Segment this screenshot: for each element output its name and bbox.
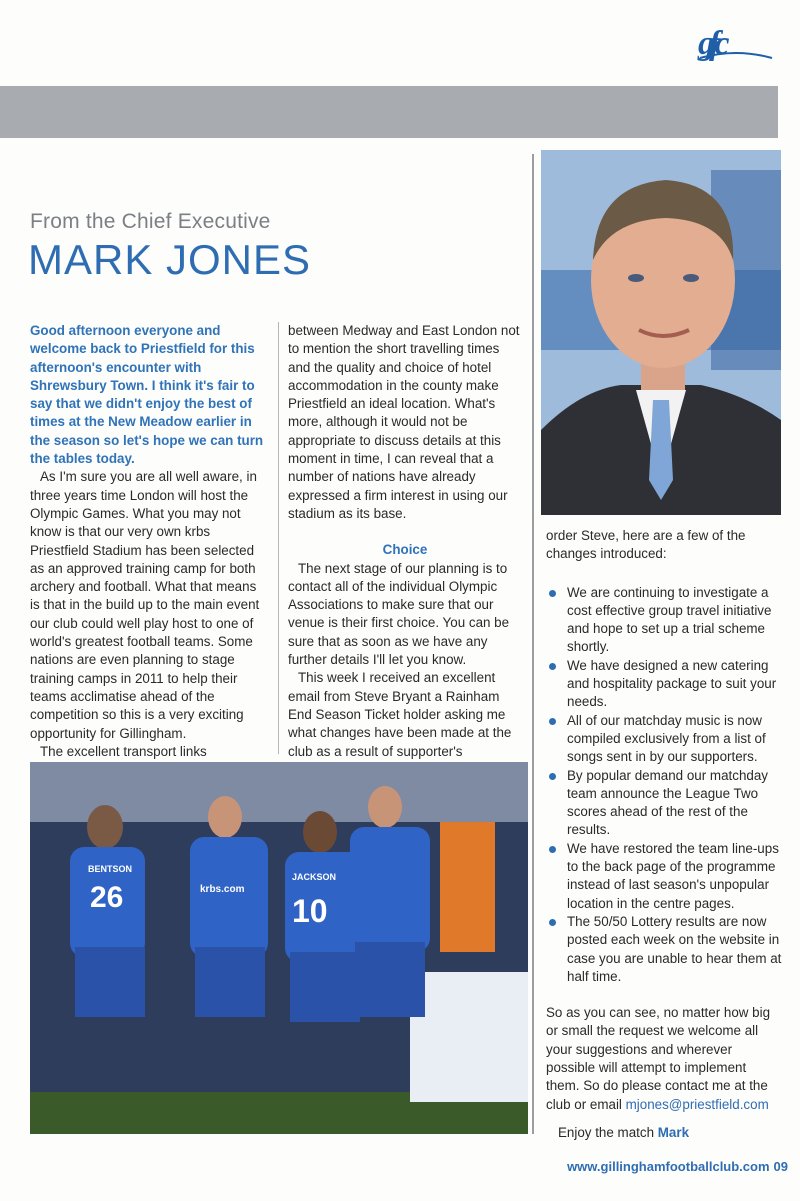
list-item: We have designed a new catering and hospitality package to suit your needs. [546, 657, 782, 712]
list-item: By popular demand our matchday team announce the League Two scores ahead of the rest of the results. [546, 767, 782, 840]
website-url[interactable]: www.gillinghamfootballclub.com [567, 1159, 770, 1174]
list-item: We are continuing to investigate a cost effective group travel initiative and hope to set up a trial scheme shortly. [546, 584, 782, 657]
team-photo-illustration [30, 762, 528, 1134]
svg-text:krbs.com: krbs.com [200, 884, 245, 895]
lead-paragraph: Good afternoon everyone and welcome back to Priestfield for this afternoon's encounter with Shrewsbury Town. I think it's fair to say that we didn't enjoy the best of times at the New Meadow earlier in the season so let's hope we can turn the tables today. [30, 323, 264, 467]
portrait-illustration [541, 150, 781, 515]
sign-off-text: Enjoy the match [558, 1124, 658, 1140]
article-kicker: From the Chief Executive [30, 210, 271, 233]
svg-text:10: 10 [292, 893, 328, 929]
text-column-3 [546, 527, 782, 1142]
svg-text:JACKSON: JACKSON [292, 872, 337, 882]
body-paragraph: The excellent transport links [40, 743, 207, 759]
body-paragraph: between Medway and East London not to mention the short travelling times and the quality and choice of hotel accommodation in the county make Priestfield an ideal location. What's more, although it would not be appropriate to discuss details at this moment in time, I can reveal that a number of nations have already expressed a firm interest in using our stadium as its base. [288, 323, 520, 521]
closing-paragraph [546, 1004, 782, 1114]
sign-off-name: Mark [657, 1124, 690, 1140]
team-celebration-photo [30, 762, 528, 1134]
text-column-2 [288, 322, 522, 779]
sign-off [546, 1124, 782, 1142]
gfc-monogram-icon [696, 18, 776, 68]
closing-text: So as you can see, no matter how big or small the request we welcome all your suggestions and wherever possible will attempt to implement them. So do please contact me at the club or email [546, 1005, 771, 1112]
body-paragraph: This week I received an excellent email from Steve Bryant a Rainham End Season Ticket holder asking me what changes have been made at the club as a result of supporter's [288, 670, 512, 759]
changes-list [546, 584, 782, 987]
column-divider [532, 154, 534, 1134]
header-band [0, 86, 778, 138]
list-item: The 50/50 Lottery results are now posted each week on the website in case you are unable to hear them at half time. [546, 913, 782, 986]
chief-executive-photo [541, 150, 781, 515]
club-logo [696, 18, 776, 68]
article-title: MARK JONES [28, 236, 312, 283]
page-footer [567, 1159, 788, 1174]
page-number: 09 [773, 1159, 788, 1174]
list-item: We have restored the team line-ups to the back page of the programme instead of last season's unpopular location in the centre pages. [546, 840, 782, 913]
section-subhead: Choice [382, 542, 428, 558]
column-divider [278, 322, 279, 754]
body-paragraph: As I'm sure you are all well aware, in three years time London will host the Olympic Games. What you may not know is that our very own krbs Priestfield Stadium has been selected as an approved training camp for both archery and football. What that means is that in the build up to the main event our club could well play host to one of world's greatest football teams. Some nations are even planning to stage training camps in 2011 to help their teams acclimatise ahead of the competition so this is a very exciting opportunity for Gillingham. [30, 469, 260, 741]
list-item: All of our matchday music is now compiled exclusively from a list of songs sent in by our supporters. [546, 712, 782, 767]
svg-text:BENTSON: BENTSON [88, 864, 133, 874]
body-paragraph: order Steve, here are a few of the changes introduced: [546, 528, 746, 562]
text-column-1 [30, 322, 268, 761]
svg-text:26: 26 [90, 881, 124, 914]
email-link[interactable]: mjones@priestfield.com [625, 1096, 769, 1112]
svg-text:gfc: gfc [698, 25, 724, 62]
body-paragraph: The next stage of our planning is to contact all of the individual Olympic Associations to make sure that our venue is their first choice. You can be sure that as soon as we have any further details I'll let you know. [288, 560, 510, 668]
